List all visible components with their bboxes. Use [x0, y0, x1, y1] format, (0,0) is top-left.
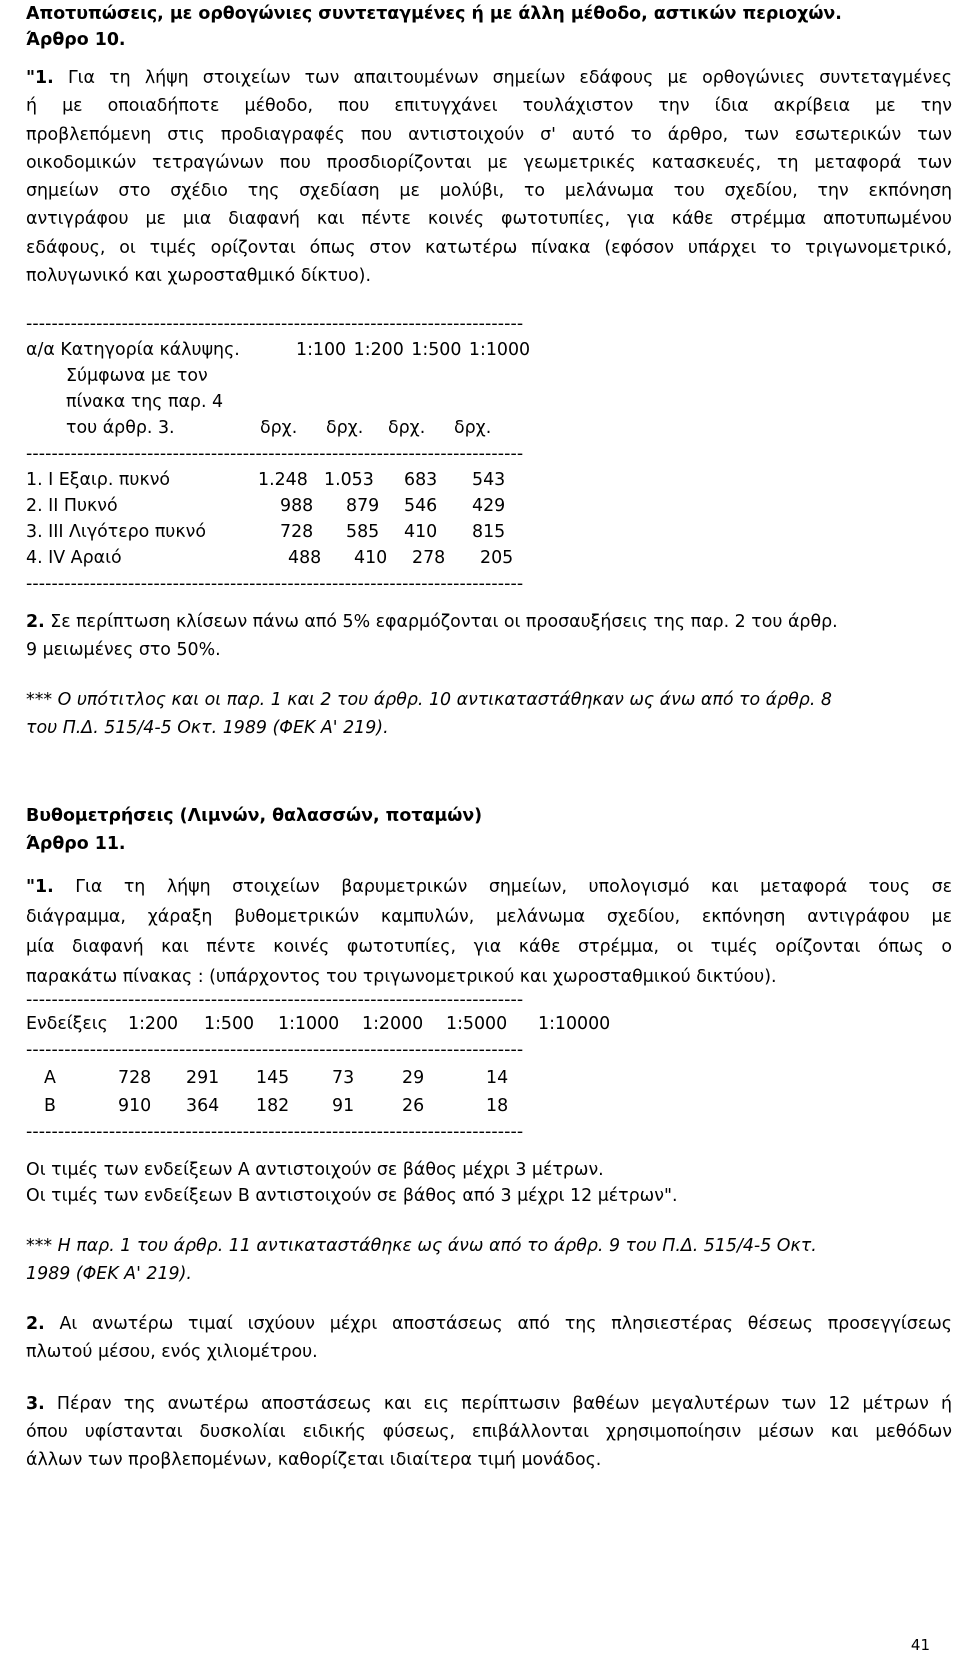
article-10-number: Άρθρο 10. — [26, 30, 126, 50]
table-row-label: Β — [44, 1096, 56, 1116]
amendment-note-cont: 1989 (ΦΕΚ Α' 219). — [26, 1264, 192, 1284]
paragraph-number: 3. — [26, 1394, 45, 1414]
indication-b-note: Οι τιμές των ενδείξεων Β αντιστοιχούν σε βάθος από 3 μέχρι 12 μέτρων". — [26, 1186, 678, 1206]
article-11-paragraph-3: 3. Πέραν της ανωτέρω αποστάσεως και εις περίπτωσιν βαθέων μεγαλυτέρων των 12 μέτρων ή όπου υφίστανται δυσκολίαι ειδικής φύσεως, επιβάλλονται χρησιμοποίησιν μέσων και μεθόδων άλλων των προβλεπομένων, καθορίζεται ιδιαίτερα τιμή μονάδος. — [26, 1394, 952, 1470]
table-cell: 73 — [332, 1068, 355, 1088]
amendment-note: *** Ο υπότιτλος και οι παρ. 1 και 2 του άρθρ. 10 αντικαταστάθηκαν ως άνω από το άρθρ. 8 — [26, 690, 832, 710]
table-rule: ------------------------------------------------------------------------------ — [26, 1122, 524, 1142]
table-cell: 429 — [472, 496, 506, 516]
table-cell: 145 — [256, 1068, 290, 1088]
indication-a-note: Οι τιμές των ενδείξεων Α αντιστοιχούν σε βάθος μέχρι 3 μέτρων. — [26, 1160, 604, 1180]
table-header-label: Ενδείξεις — [26, 1014, 108, 1034]
table-cell: 543 — [472, 470, 506, 490]
table-cell: 26 — [402, 1096, 425, 1116]
paragraph-number: "1. — [26, 68, 54, 88]
table-cell: 546 — [404, 496, 438, 516]
article-11-paragraph-1: "1. Για τη λήψη στοιχείων βαρυμετρικών σημείων, υπολογισμό και μεταφορά τους σε διάγραμμα, χάραξη βυθομετρικών καμπυλών, μελάνωμα σχεδίου, εκπόνηση αντιγράφου με μία διαφανή και πέντε κοινές φωτοτυπίες, για κάθε στρέμμα, οι τιμές ορίζονται όπως ο παρακάτω πίνακας : (υπάρχοντος του τριγωνομετρικού και χωροσταθμικού δικτύου). — [26, 877, 952, 987]
article-10-paragraph-2: 2. Σε περίπτωση κλίσεων πάνω από 5% εφαρμόζονται οι προσαυξήσεις της παρ. 2 του άρθρ. — [26, 612, 838, 632]
table-cell: 728 — [118, 1068, 152, 1088]
table-header-note: πίνακα της παρ. 4 — [66, 392, 224, 412]
table-header-unit: δρχ. — [454, 418, 492, 438]
table-cell: 18 — [486, 1096, 509, 1116]
amendment-note: *** Η παρ. 1 του άρθρ. 11 αντικαταστάθηκε ως άνω από το άρθρ. 9 του Π.Δ. 515/4-5 Οκτ. — [26, 1236, 817, 1256]
table-header-scale: 1:200 — [128, 1014, 179, 1034]
amendment-note-cont: του Π.Δ. 515/4-5 Οκτ. 1989 (ΦΕΚ Α' 219). — [26, 718, 389, 738]
table-cell: 291 — [186, 1068, 220, 1088]
table-cell: 364 — [186, 1096, 220, 1116]
table-header-scale: 1:1000 — [278, 1014, 340, 1034]
page-number: 41 — [910, 1636, 930, 1654]
article-11-number: Άρθρο 11. — [26, 834, 126, 854]
table-header-unit: δρχ. — [260, 418, 298, 438]
table-cell: 815 — [472, 522, 506, 542]
table-header-scales: 1:100 1:200 1:500 1:1000 — [296, 340, 531, 360]
table-header-note: του άρθρ. 3. — [66, 418, 175, 438]
table-cell: 585 — [346, 522, 380, 542]
table-row-label: 4. ΙV Αραιό — [26, 548, 122, 568]
table-rule: ------------------------------------------------------------------------------ — [26, 990, 524, 1010]
table-rule: ------------------------------------------------------------------------------ — [26, 314, 524, 334]
paragraph-number: 2. — [26, 1314, 45, 1334]
table-cell: 29 — [402, 1068, 425, 1088]
table-cell: 91 — [332, 1096, 355, 1116]
article-10-paragraph-2-cont: 9 μειωμένες στο 50%. — [26, 640, 221, 660]
table-header-scale: 1:5000 — [446, 1014, 508, 1034]
table-rule: ------------------------------------------------------------------------------ — [26, 574, 524, 594]
table-row-label: 3. ΙΙΙ Λιγότερο πυκνό — [26, 522, 206, 542]
table-header-note: Σύμφωνα με τον — [66, 366, 208, 386]
table-cell: 1.053 — [324, 470, 374, 490]
table-cell: 278 — [412, 548, 446, 568]
article-10-paragraph-1: "1. Για τη λήψη στοιχείων των απαιτουμένων σημείων εδάφους με ορθογώνιες συντεταγμένες ή με οποιαδήποτε μέθοδο, που επιτυγχάνει τουλάχιστον την ίδια ακρίβεια με την προβλεπόμενη στις προδιαγραφές που αντιστοιχούν σ' αυτό το άρθρο, των εσωτερικών των οικοδομικών τετραγώνων που προσδιορίζονται με γεωμετρικές κατασκευές, τη μεταφορά των σημείων στο σχέδιο της σχεδίαση με μολύβι, το μελάνωμα του σχεδίου, την εκπόνηση αντιγράφου με μια διαφανή και πέντε κοινές φωτοτυπίες, για κάθε στρέμμα αποτυπωμένου εδάφους, οι τιμές ορίζονται όπως στον κατωτέρω πίνακα (εφόσον υπάρχει το τριγωνομετρικό, πολυγωνικό και χωροσταθμικό δίκτυο). — [26, 68, 952, 287]
table-cell: 879 — [346, 496, 380, 516]
table-row-label: 1. Ι Εξαιρ. πυκνό — [26, 470, 171, 490]
article-11-heading: Βυθομετρήσεις (Λιμνών, θαλασσών, ποταμών) — [26, 806, 483, 826]
table-cell: 410 — [404, 522, 438, 542]
table-cell: 205 — [480, 548, 514, 568]
table-row-label: Α — [44, 1068, 56, 1088]
table-cell: 988 — [280, 496, 314, 516]
table-rule: ------------------------------------------------------------------------------ — [26, 444, 524, 464]
article-10-heading: Αποτυπώσεις, με ορθογώνιες συντεταγμένες ή με άλλη μέθοδο, αστικών περιοχών. — [26, 4, 842, 24]
table-cell: 410 — [354, 548, 388, 568]
table-cell: 1.248 — [258, 470, 308, 490]
paragraph-number: 2. — [26, 612, 45, 632]
table-rule: ------------------------------------------------------------------------------ — [26, 1040, 524, 1060]
table-row-label: 2. ΙΙ Πυκνό — [26, 496, 118, 516]
table-header-scale: 1:500 — [204, 1014, 255, 1034]
table-cell: 728 — [280, 522, 314, 542]
table-cell: 910 — [118, 1096, 152, 1116]
article-11-paragraph-2: 2. Αι ανωτέρω τιμαί ισχύουν μέχρι αποστάσεως από της πλησιεστέρας θέσεως προσεγγίσεως πλωτού μέσου, ενός χιλιομέτρου. — [26, 1314, 952, 1362]
table-cell: 14 — [486, 1068, 509, 1088]
table-header-scale: 1:2000 — [362, 1014, 424, 1034]
paragraph-number: "1. — [26, 877, 54, 897]
table-cell: 683 — [404, 470, 438, 490]
table-cell: 182 — [256, 1096, 290, 1116]
table-header-unit: δρχ. — [326, 418, 364, 438]
table-header-category: α/α Κατηγορία κάλυψης. — [26, 340, 240, 360]
table-header-scale: 1:10000 — [538, 1014, 611, 1034]
table-cell: 488 — [288, 548, 322, 568]
table-header-unit: δρχ. — [388, 418, 426, 438]
